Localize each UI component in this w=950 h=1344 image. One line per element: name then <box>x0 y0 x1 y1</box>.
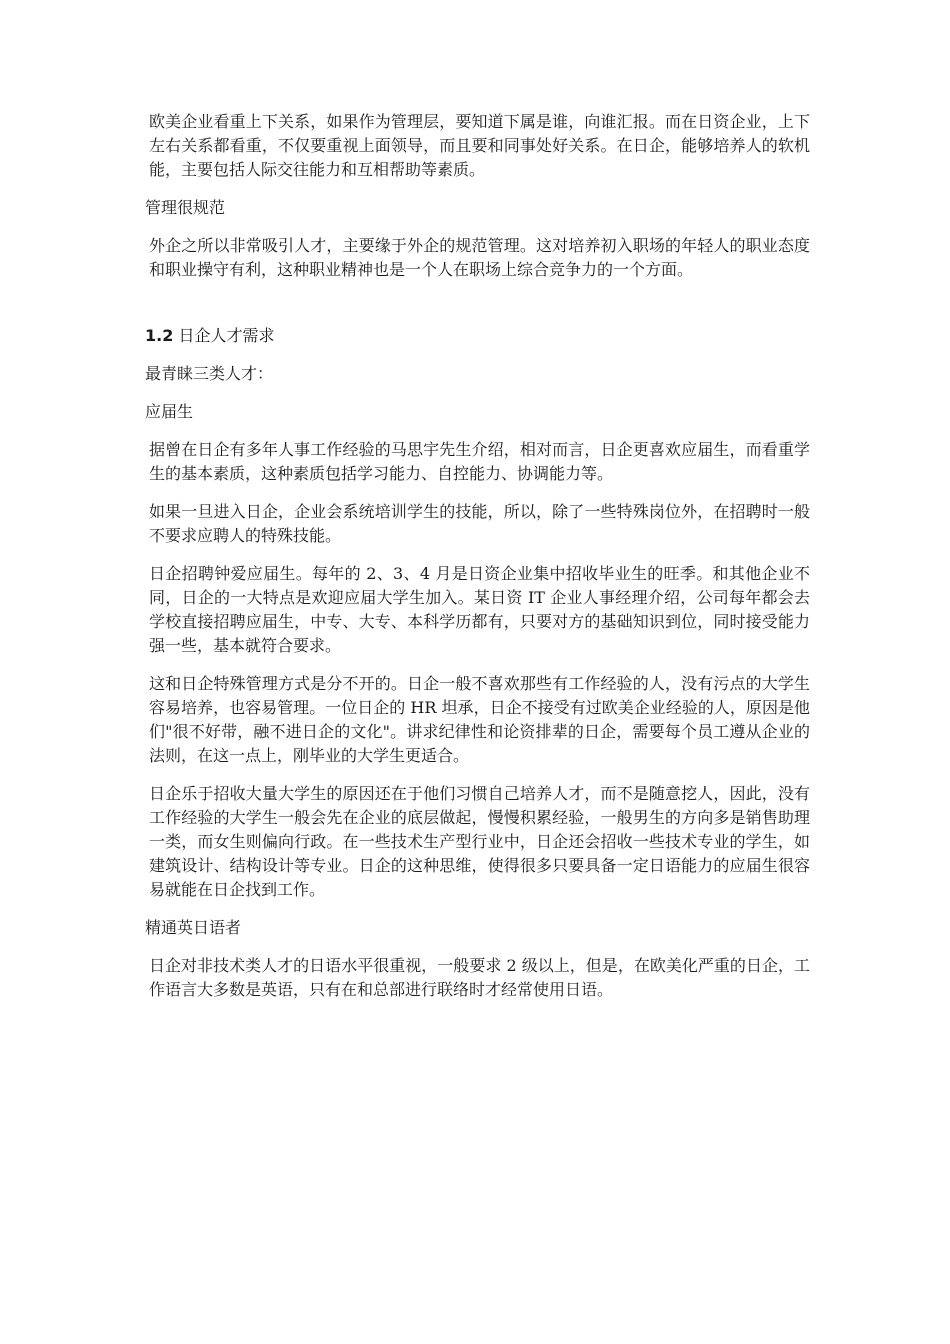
intro-line: 最青睐三类人才： <box>145 364 274 383</box>
paragraph: 据曾在日企有多年人事工作经验的马思宇先生介绍，相对而言，日企更喜欢应届生，而看重学生的基本素质，这种素质包括学习能力、自控能力、协调能力等。 <box>149 440 810 483</box>
paragraph: 如果一旦进入日企，企业会系统培训学生的技能，所以，除了一些特殊岗位外，在招聘时一般不要求应聘人的特殊技能。 <box>149 502 810 545</box>
paragraph: 日企对非技术类人才的日语水平很重视，一般要求 2 级以上，但是，在欧美化严重的日企，工作语言大多数是英语，只有在和总部进行联络时才经常使用日语。 <box>149 956 810 999</box>
subheading-language: 精通英日语者 <box>145 918 242 937</box>
paragraph: 欧美企业看重上下关系，如果作为管理层，要知道下属是谁，向谁汇报。而在日资企业，上下左右关系都看重，不仅要重视上面领导，而且要和同事处好关系。在日企，能够培养人的软机能，主要包括人际交往能力和互相帮助等素质。 <box>149 112 810 179</box>
paragraph: 日企招聘钟爱应届生。每年的 2、3、4 月是日资企业集中招收毕业生的旺季。和其他企业不同，日企的一大特点是欢迎应届大学生加入。某日资 IT 企业人事经理介绍，公司每年都会去学校直接招聘应届生，中专、大专、本科学历都有，只要对方的基础知识到位，同时接受能力强一些，基本就符合要求。 <box>149 564 810 655</box>
subheading-management: 管理很规范 <box>145 198 226 217</box>
section-heading <box>145 324 810 348</box>
section-title: 日企人才需求 <box>178 326 275 345</box>
section-number: 1.2 <box>145 326 174 345</box>
paragraph: 这和日企特殊管理方式是分不开的。日企一般不喜欢那些有工作经验的人，没有污点的大学生容易培养，也容易管理。一位日企的 HR 坦承，日企不接受有过欧美企业经验的人，原因是他们"很不好带，融不进日企的文化"。讲求纪律性和论资排辈的日企，需要每个员工遵从企业的法则，在这一点上，刚毕业的大学生更适合。 <box>149 674 810 765</box>
spacer <box>145 296 810 324</box>
subheading-graduates: 应届生 <box>145 402 194 421</box>
paragraph: 外企之所以非常吸引人才，主要缘于外企的规范管理。这对培养初入职场的年轻人的职业态度和职业操守有利，这种职业精神也是一个人在职场上综合竞争力的一个方面。 <box>149 236 810 279</box>
document-page <box>145 110 810 1016</box>
paragraph: 日企乐于招收大量大学生的原因还在于他们习惯自己培养人才，而不是随意挖人，因此，没有工作经验的大学生一般会先在企业的底层做起，慢慢积累经验，一般男生的方向多是销售助理一类，而女生则偏向行政。在一些技术生产型行业中，日企还会招收一些技术专业的学生，如建筑设计、结构设计等专业。日企的这种思维，使得很多只要具备一定日语能力的应届生很容易就能在日企找到工作。 <box>149 784 810 899</box>
